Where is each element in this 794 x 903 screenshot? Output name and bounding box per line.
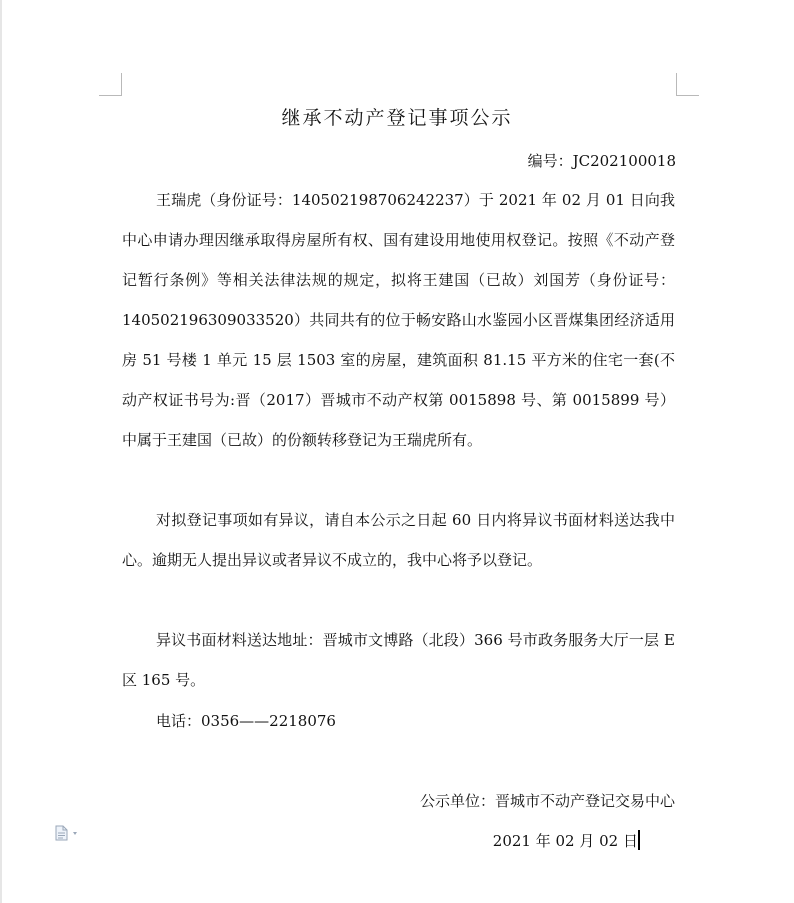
paste-options-icon[interactable] <box>55 825 81 841</box>
page-corner-mark-top-right <box>676 73 699 96</box>
body-paragraph-1: 王瑞虎（身份证号：140502198706242237）于 2021 年 02 月 01 日向我中心申请办理因继承取得房屋所有权、国有建设用地使用权登记。按照《不动产登记暂行条例》等相关法律法规的规定，拟将王建国（已故）刘国芳（身份证号：140502196309033520）共同共有的位于畅安路山水鉴园小区晋煤集团经济适用房 51 号楼 1 单元 15 层 1503 室的房屋，建筑面积 81.15 平方米的住宅一套(不动产权证书号为:晋（2017）晋城市不动产权第 0015898 号、第 0015899 号）中属于王建国（已故）的份额转移登记为王瑞虎所有。 <box>122 191 675 449</box>
document-serial-number: 编号：JC202100018 <box>527 152 676 170</box>
page-corner-mark-top-left <box>99 73 122 96</box>
body-paragraph-2: 对拟登记事项如有异议，请自本公示之日起 60 日内将异议书面材料送达我中心。逾期无人提出异议或者异议不成立的，我中心将予以登记。 <box>122 511 675 569</box>
page-left-edge <box>0 0 2 903</box>
body-paragraph-3: 异议书面材料送达地址：晋城市文博路（北段）366 号市政务服务大厅一层 E 区 165 号。 <box>122 631 675 689</box>
contact-phone: 电话：0356——2218076 <box>156 712 336 730</box>
document-title: 继承不动产登记事项公示 <box>281 107 513 129</box>
publish-date: 2021 年 02 月 02 日 <box>492 832 638 850</box>
text-cursor <box>638 830 640 850</box>
publisher-line: 公示单位：晋城市不动产登记交易中心 <box>419 792 675 810</box>
